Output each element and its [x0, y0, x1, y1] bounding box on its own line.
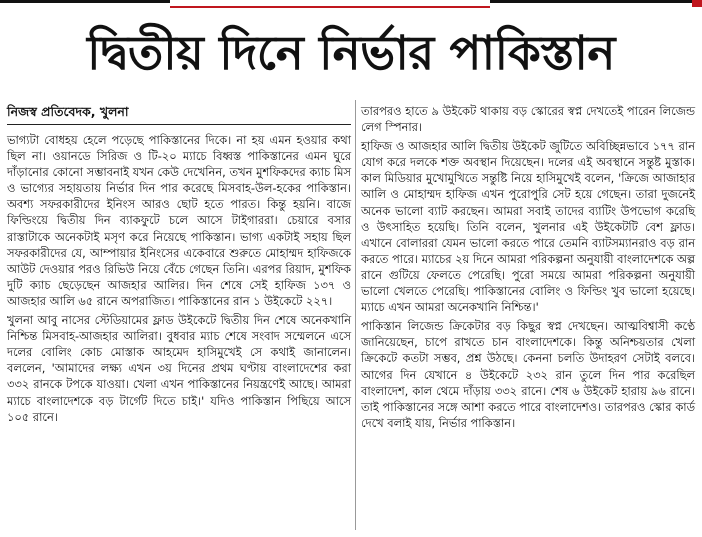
article-paragraph: ভাগ্যটা বোধহয় হেলে পড়েছে পাকিস্তানের দিকে। না হয় এমন হওয়ার কথা ছিল না। ওয়ানডে সিরিজ ও টি-২০ ম্যাচে বিধ্বস্ত পাকিস্তানের এমন ঘুরে দাঁড়ানোর কোনো সম্ভাবনাই যখন কেউ দেখেনিন, তখন মুশফিকদের ক্যাচ মিস ও ভাগ্যের সহায়তায় নির্ভার দিন পার করেছে মিসবাহ-উল-হকের পাকিস্তান। অবশ্য সফরকারীদের ইনিংস আরও ছোট হতে পারত। কিন্তু হয়নি। বাজে ফিল্ডিংয়ে দ্বিতীয় দিন ব্যাকফুটে চলে আসে টাইগাররা। চেয়ারে বসার রাস্তাটাকে অনেকটাই মসৃণ করে নিয়েছে পাকিস্তান। ভাগ্য একটাই সহায় ছিল সফরকারীদের যে, আম্পায়ার ইনিংসের একেবারে শুরুতে মোহাম্মদ হাফিজকে আউট দেওয়ার পরও রিভিউ নিয়ে বেঁচে গেছেন তিনি। এরপর রিয়াদ, মুশফিক দুটি ক্যাচ ছেড়েছেন আজহার আলির। দিন শেষে সেই হাফিজ ১৩৭ ও আজহার আলি ৬৫ রানে অপরাজিত। পাকিস্তানের রান ১ উইকেটে ২২৭।: [7, 133, 351, 308]
headline: দ্বিতীয় দিনে নির্ভার পাকিস্তান: [87, 26, 615, 81]
article-paragraph: খুলনা আবু নাসের স্টেডিয়ামের ফ্লাড উইকেটে দ্বিতীয় দিন শেষে অনেকখানি নিশ্চিন্ত মিসবাহ-আজহার আলিরা। বুধবার ম্যাচ শেষে সংবাদ সম্মেলনে এসে দলের বোলিং কোচ মোস্তাক আহমেদ হাসিমুখেই সে কথাই জানালেন। বললেন, 'আমাদের লক্ষ্য এখন ৩য় দিনের প্রথম ঘণ্টায় বাংলাদেশের করা ৩৩২ রানকে টপকে যাওয়া। খেলা এখন পাকিস্তানের নিয়ন্ত্রণেই আছে। আমরা ম্যাচে বাংলাদেশকে বড় টার্গেট দিতে চাই।' যদিও পাকিস্তান পিছিয়ে আসে ১০৫ রানে।: [7, 313, 351, 424]
column-divider: [355, 100, 356, 530]
right-column: [361, 103, 695, 434]
article-paragraph: তারপরও হাতে ৯ উইকেট থাকায় বড় স্কোরের স্বপ্ন দেখতেই পারেন লিজেন্ড লেগ স্পিনার।: [361, 104, 695, 135]
top-border-gap: [170, 0, 490, 8]
left-column: [7, 103, 351, 428]
top-border: [0, 0, 702, 7]
article-paragraph: পাকিস্তান লিজেন্ড ক্রিকেটার বড় কিছুর স্বপ্ন দেখছেন। আত্মবিশ্বাসী কণ্ঠে জানিয়েছেন, চাপে রাখতে চান বাংলাদেশকে। কিন্তু অনিশ্চয়তার খেলা ক্রিকেটে কতটা সম্ভব, প্রশ্ন উঠছে। কেননা চলতি উদাহরণ সেটাই বলবে। আগের দিন যেখানে ৪ উইকেটে ২৩২ রান তুলে দিন পার করেছিল বাংলাদেশ, কাল থেমে দাঁড়ায় ৩৩২ রানে। শেষ ৬ উইকেট হারায় ৯৬ রানে। তাই পাকিস্তানের সঙ্গে আশা করতে পারে বাংলাদেশও। তারপরও স্কোর কার্ড দেখে বলাই যায়, নির্ভার পাকিস্তান।: [361, 319, 695, 430]
byline: নিজস্ব প্রতিবেদক, খুলনা: [7, 103, 351, 125]
top-border-red-mark: [692, 0, 702, 7]
article-paragraph: হাফিজ ও আজহার আলি দ্বিতীয় উইকেট জুটিতে অবিচ্ছিন্নভাবে ১৭৭ রান যোগ করে দলকে শক্ত অবস্থান দিয়েছেন। দলের এই অবস্থানে সন্তুষ্ট মুস্তাক। কাল মিডিয়ার মুখোমুখিতে সন্তুষ্টি নিয়ে হাসিমুখেই বলেন, 'ক্রিজে আজাহার আলি ও মোহাম্মদ হাফিজ এখন পুরোপুরি সেট হয়ে গেছেন। তারা দুজনেই অনেক ভালো ব্যাট করছেন। আমরা সবাই তাদের ব্যাটিং উপভোগ করেছি ও উৎসাহিত হয়েছি। তিনি বলেন, খুলনার এই উইকেটটি বেশ ফ্লাড। এখানে বোলাররা যেমন ভালো করতে পারে তেমনি ব্যাটসম্যানরাও বড় রান করতে পারে। ম্যাচের ২য় দিনে আমরা পরিকল্পনা অনুযায়ী বাংলাদেশকে অল্প রানে গুটিয়ে ফেলতে পেরেছি। পুরো সময়ে আমরা পরিকল্পনা অনুযায়ী ভালো খেলতে পেরেছি। পাকিস্তানের বোলিং ও ফিল্ডিং খুব ভালো হয়েছে। ম্যাচে এখন আমরা অনেকখানি নিশ্চিন্ত।': [361, 139, 695, 315]
